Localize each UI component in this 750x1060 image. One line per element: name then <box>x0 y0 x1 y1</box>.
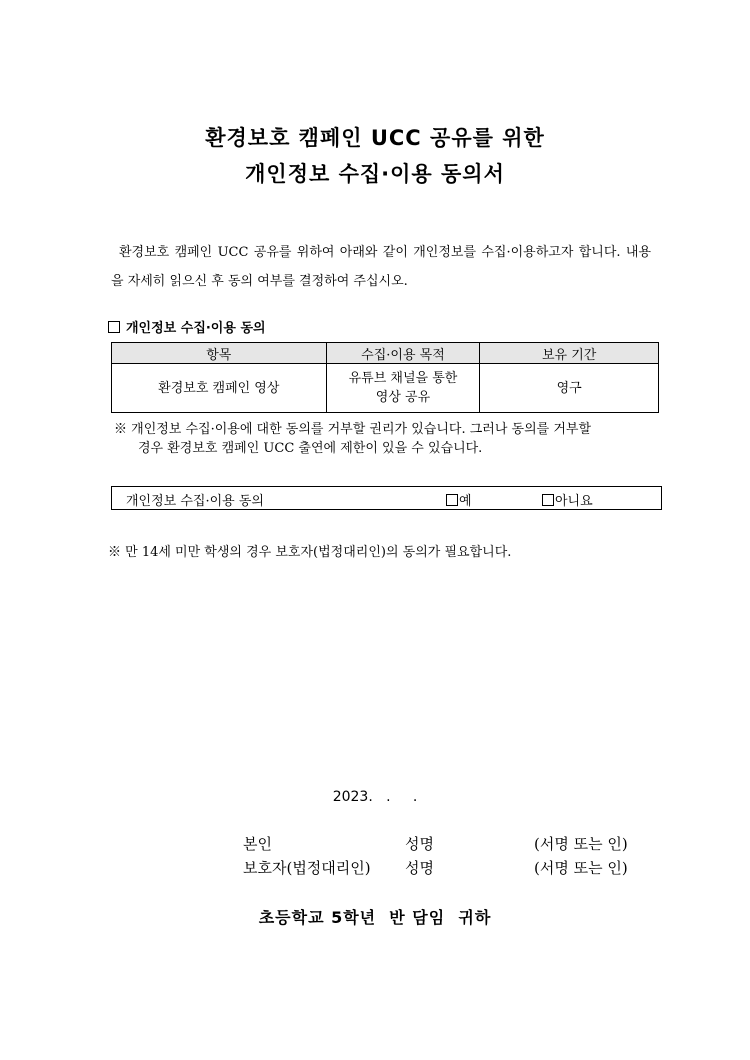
signer-name-field-self: 성명 <box>405 835 434 853</box>
header-purpose: 수집·이용 목적 <box>326 343 480 364</box>
consent-yes-option[interactable] <box>446 490 472 509</box>
cell-period: 영구 <box>480 364 659 413</box>
refusal-notice-line1: ※ 개인정보 수집·이용에 대한 동의를 거부할 권리가 있습니다. 그러나 동의를 거부할 <box>114 422 592 437</box>
cell-purpose-line1: 유튜브 채널을 통한 <box>348 371 458 386</box>
checkbox-square-icon <box>108 321 120 333</box>
signer-name-field-guardian: 성명 <box>405 859 434 877</box>
section-heading <box>108 317 266 336</box>
cell-item: 환경보호 캠페인 영상 <box>112 364 327 413</box>
document-title-line2: 개인정보 수집·이용 동의서 <box>245 162 505 186</box>
signer-role-guardian: 보호자(법정대리인) <box>243 859 371 877</box>
document-title-line1: 환경보호 캠페인 UCC 공유를 위한 <box>205 126 545 150</box>
guardian-notice: ※ 만 14세 미만 학생의 경우 보호자(법정대리인)의 동의가 필요합니다. <box>108 545 512 560</box>
date-line: 2023. . . <box>332 789 418 805</box>
checkbox-no[interactable] <box>542 494 554 506</box>
header-period: 보유 기간 <box>480 343 659 364</box>
consent-yes-label: 예 <box>459 494 472 509</box>
signer-role-self: 본인 <box>243 835 272 853</box>
section-heading-label: 개인정보 수집·이용 동의 <box>126 321 266 336</box>
consent-label: 개인정보 수집·이용 동의 <box>126 494 264 509</box>
consent-no-label: 아니요 <box>555 494 593 509</box>
cell-purpose-line2: 영상 공유 <box>375 390 431 405</box>
signer-hint-guardian: (서명 또는 인) <box>534 859 628 877</box>
cell-purpose <box>326 364 480 413</box>
consent-no-option[interactable] <box>542 490 593 509</box>
refusal-notice <box>114 420 654 458</box>
addressee: 초등학교 5학년 반 담임 귀하 <box>258 908 492 927</box>
table-row <box>112 364 659 413</box>
consent-box <box>111 486 662 510</box>
refusal-notice-line2: 경우 환경보호 캠페인 UCC 출연에 제한이 있을 수 있습니다. <box>138 441 483 456</box>
intro-paragraph: 환경보호 캠페인 UCC 공유를 위하여 아래와 같이 개인정보를 수집·이용하고자 합니다. 내용을 자세히 읽으신 후 동의 여부를 결정하여 주십시오. <box>111 245 651 289</box>
checkbox-yes[interactable] <box>446 494 458 506</box>
collection-table <box>111 342 659 413</box>
signer-hint-self: (서명 또는 인) <box>534 835 628 853</box>
header-item: 항목 <box>112 343 327 364</box>
table-header-row <box>112 343 659 364</box>
